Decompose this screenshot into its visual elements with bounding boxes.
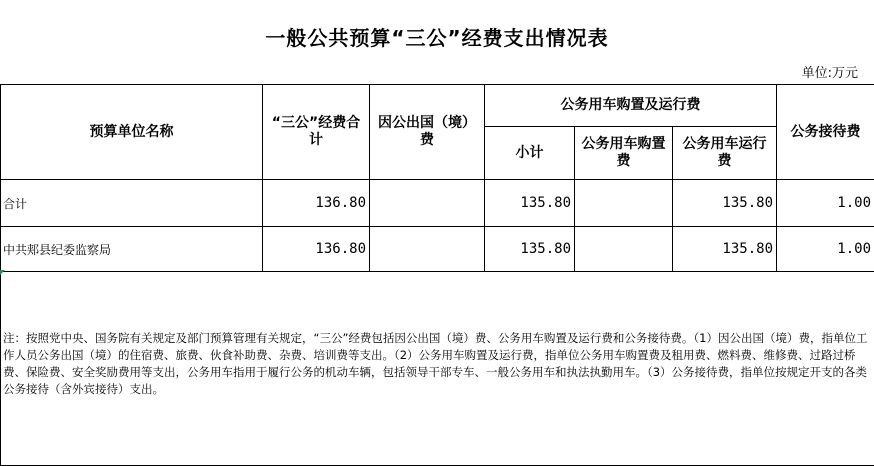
unit-label: 单位:万元 <box>801 66 858 81</box>
cell-abroad <box>370 180 485 227</box>
cell-total: 136.80 <box>263 180 370 227</box>
cell-purchase <box>575 227 673 272</box>
cell-reception: 1.00 <box>777 180 874 227</box>
header-vehicle-group: 公务用车购置及运行费 <box>485 85 777 127</box>
cell-abroad <box>370 227 485 272</box>
header-subtotal: 小计 <box>485 127 575 180</box>
header-total: “三公”经费合计 <box>263 85 370 180</box>
cell-operation: 135.80 <box>673 227 777 272</box>
cell-reception: 1.00 <box>777 227 874 272</box>
table-row <box>1 227 874 272</box>
header-unit-name: 预算单位名称 <box>1 85 263 180</box>
cell-purchase <box>575 180 673 227</box>
expense-table <box>0 84 874 466</box>
header-vehicle-operation: 公务用车运行费 <box>673 127 777 180</box>
note-text: 注：按照党中央、国务院有关规定及部门预算管理有关规定，“三公”经费包括因公出国（境）费、公务用车购置及运行费和公务接待费。（1）因公出国（境）费，指单位工作人员公务出国（境）的住宿费、旅费、伙食补助费、杂费、培训费等支出。（2）公务用车购置及运行费，指单位公务用车购置费及租用费、燃料费、维修费、过路过桥费、保险费、安全奖励费用等支出，公务用车指用于履行公务的机动车辆，包括领导干部专车、一般公务用车和执法执勤用车。（3）公务接待费，指单位按规定开支的各类公务接待（含外宾接待）支出。 <box>1 272 874 466</box>
cell-subtotal: 135.80 <box>485 180 575 227</box>
row-name: 中共郏县纪委监察局 <box>1 227 263 272</box>
cell-subtotal: 135.80 <box>485 227 575 272</box>
cell-total: 136.80 <box>263 227 370 272</box>
header-vehicle-purchase: 公务用车购置费 <box>575 127 673 180</box>
page-title: 一般公共预算“三公”经费支出情况表 <box>265 26 609 50</box>
row-name: 合计 <box>1 180 263 227</box>
cell-operation: 135.80 <box>673 180 777 227</box>
header-abroad: 因公出国（境）费 <box>370 85 485 180</box>
cell-comment-marker <box>0 270 5 275</box>
table-row <box>1 180 874 227</box>
header-reception: 公务接待费 <box>777 85 874 180</box>
